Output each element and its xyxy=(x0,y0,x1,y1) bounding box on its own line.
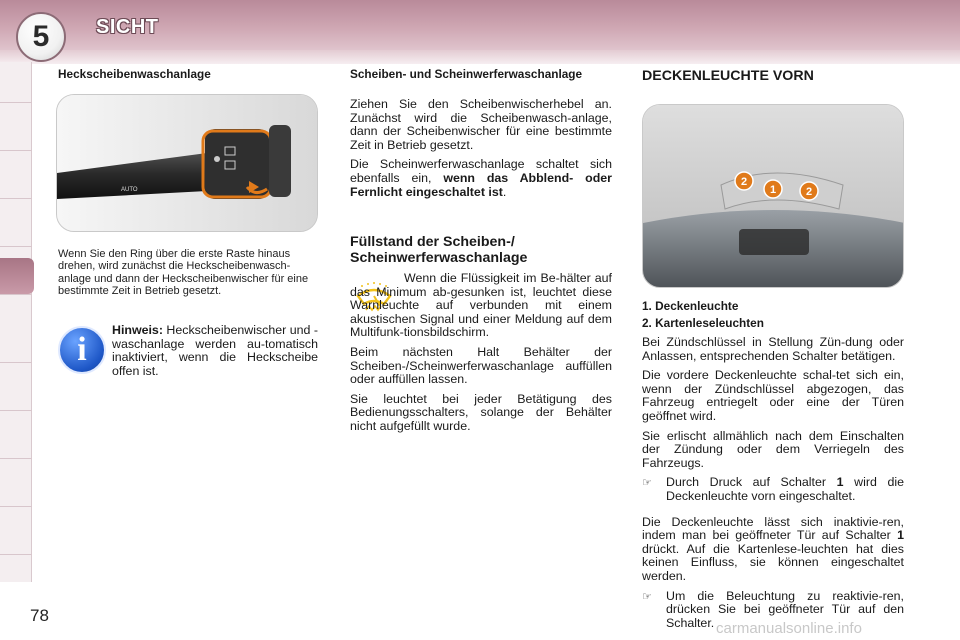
rear-washer-heading: Heckscheibenwaschanlage xyxy=(58,67,211,81)
fluid-level-paragraph-1: Wenn die Flüssigkeit im Be-hälter auf das Minimum ab-gesunken ist, leuchtet diese Warnleuchte auf verbunden mit einem akustischen Signal und einer Meldung auf dem Multifunk-tionsbildschirm. xyxy=(350,271,612,340)
washer-paragraph-1: Ziehen Sie den Scheibenwischerhebel an. Zunächst wird die Scheibenwasch-anlage, dann der Scheibenwischer für eine bestimmte Zeit in Betrieb gesetzt. xyxy=(350,97,612,152)
fluid-level-heading: Füllstand der Scheiben-/ Scheinwerferwaschanlage xyxy=(350,234,528,266)
rail-divider xyxy=(0,246,32,247)
pointing-hand-icon: ☞ xyxy=(642,589,652,603)
callout-map-light-left: 2 xyxy=(741,176,748,188)
washer-heading: Scheiben- und Scheinwerferwaschanlage xyxy=(350,67,583,81)
note-text: Heckscheibenwischer und -waschanlage werden au-tomatisch inaktiviert, wenn die Heckscheibe offen ist. xyxy=(112,323,318,378)
header-divider xyxy=(0,50,960,64)
washer-paragraph-2 xyxy=(350,158,612,199)
ceiling-bullet-1 xyxy=(642,476,904,503)
pointing-hand-icon: ☞ xyxy=(642,476,652,490)
rail-divider xyxy=(0,198,32,199)
washer-para2-end: . xyxy=(502,184,507,199)
bullet-2-text: Um die Beleuchtung zu reaktivie-ren, drücken Sie bei geöffneter Tür auf den Schalter. xyxy=(666,588,904,630)
wiper-stalk-image xyxy=(56,94,318,232)
rail-divider xyxy=(0,362,32,363)
fluid-level-paragraph-2: Beim nächsten Halt Behälter der Scheiben-/Scheinwerferwaschanlage auffüllen oder auffüllen lassen. xyxy=(350,344,612,387)
watermark: carmanualsonline.info xyxy=(716,620,862,637)
para4-start: Die Deckenleuchte lässt sich inaktivie-ren, indem man bei geöffneter Tür auf Schalter xyxy=(642,514,904,543)
callout-map-light-right: 2 xyxy=(806,186,813,198)
rail-divider xyxy=(0,506,32,507)
note-block xyxy=(112,324,318,384)
page-number: 78 xyxy=(30,606,49,625)
washer-para2-start: Die Scheinwerferwaschanlage schaltet sich ebenfalls ein, xyxy=(350,157,612,185)
bullet-1-bold: 1 xyxy=(836,475,844,490)
legend-item-2: 2. Kartenleseleuchten xyxy=(642,316,764,330)
ceiling-paragraph-4 xyxy=(642,516,904,584)
callout-ceiling-light: 1 xyxy=(770,184,777,196)
active-chapter-tab[interactable] xyxy=(0,258,34,294)
rail-divider xyxy=(0,150,32,151)
chapter-title: SICHT xyxy=(96,16,159,38)
wiper-stalk-illustration xyxy=(57,95,318,232)
ceiling-light-text xyxy=(642,300,904,630)
rail-divider xyxy=(0,554,32,555)
rail-divider xyxy=(0,294,32,295)
washer-para2-bold: wenn das Abblend- oder Fernlicht eingeschaltet ist xyxy=(350,170,612,199)
ceiling-light-illustration xyxy=(643,105,904,288)
rail-divider xyxy=(0,102,32,103)
info-icon: i xyxy=(58,326,106,374)
washer-text xyxy=(350,98,612,205)
chapter-tab-rail xyxy=(0,62,32,582)
auto-label: AUTO xyxy=(121,187,138,193)
rail-divider xyxy=(0,410,32,411)
para4-bold: 1 xyxy=(897,528,904,543)
chapter-number-badge: 5 xyxy=(16,12,66,62)
ceiling-paragraph-3: Sie erlischt allmählich nach dem Einschalten der Zündung oder dem Verriegeln des Fahrzeugs. xyxy=(642,428,904,470)
note-paragraph xyxy=(112,324,318,378)
ceiling-paragraph-1: Bei Zündschlüssel in Stellung Zün-dung oder Anlassen, entsprechenden Schalter betätigen. xyxy=(642,335,904,363)
legend-item-1: 1. Deckenleuchte xyxy=(642,299,739,313)
para4-end: drückt. Auf die Kartenlese-leuchten hat dies keinen Einfluss, sie können eingeschaltet werden. xyxy=(642,541,904,583)
ceiling-light-heading: DECKENLEUCHTE VORN xyxy=(642,68,814,84)
bullet-1-text xyxy=(666,476,904,503)
ceiling-light-image xyxy=(642,104,904,288)
fluid-level-paragraph-3: Sie leuchtet bei jeder Betätigung des Bedienungsschalters, solange der Behälter nicht aufgefüllt wurde. xyxy=(350,391,612,433)
bullet-1-end: wird die Deckenleuchte vorn eingeschaltet. xyxy=(666,475,905,503)
ceiling-paragraph-2: Die vordere Deckenleuchte schal-tet sich ein, wenn der Zündschlüssel abgezogen, das Fahrzeug entriegelt oder eine der Türen geöffnet wird. xyxy=(642,368,904,423)
rear-washer-caption: Wenn Sie den Ring über die erste Raste hinaus drehen, wird zunächst die Heckscheibenwasch-anlage und dann der Heckscheibenwischer für eine bestimmte Zeit in Betrieb gesetzt. xyxy=(58,248,309,298)
fluid-level-text xyxy=(350,272,612,440)
note-label: Hinweis: xyxy=(112,323,163,337)
bullet-1-start: Durch Druck auf Schalter xyxy=(666,475,837,490)
rail-divider xyxy=(0,458,32,459)
